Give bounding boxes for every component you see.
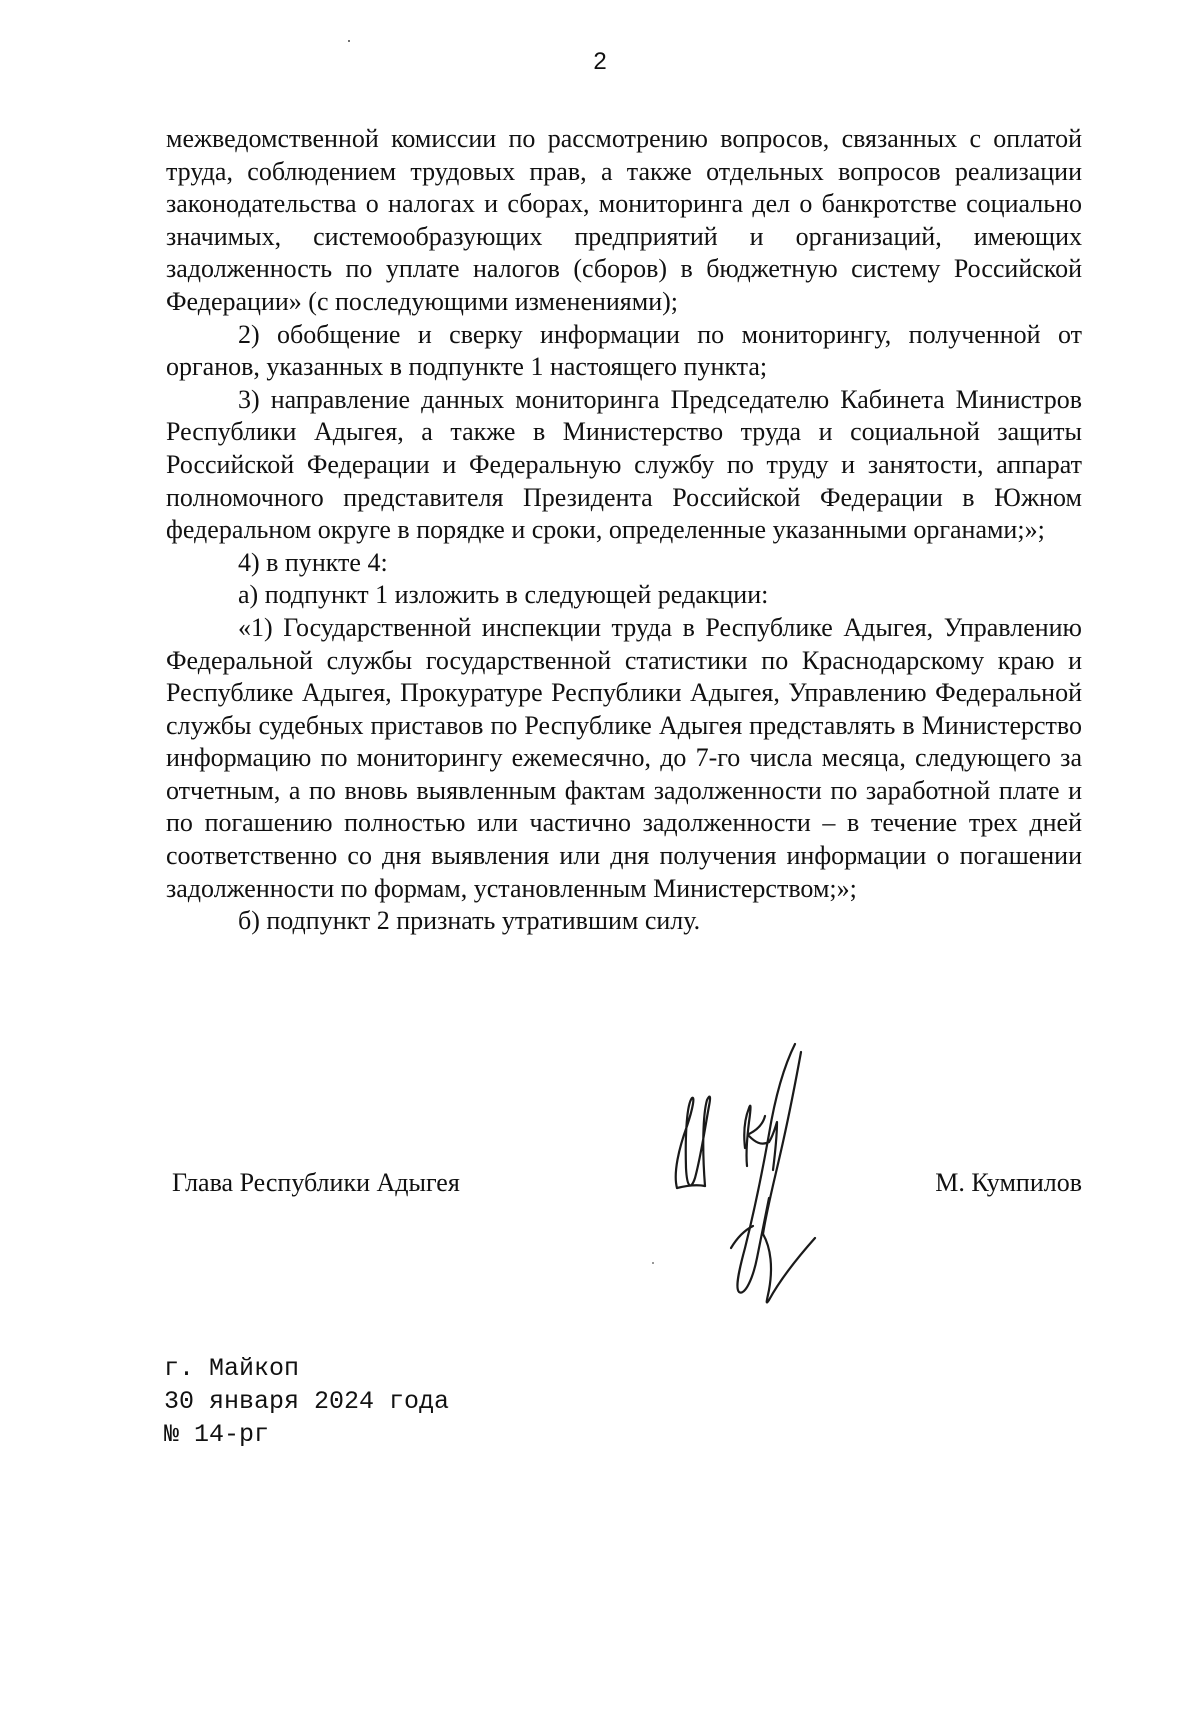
paragraph-item-4: 4) в пункте 4: [238, 547, 388, 577]
paragraph-item-3: 3) направление данных мониторинга Председателю Кабинета Министров Республики Адыгея, а также в Министерство труда и социальной защиты Российской Федерации и Федеральную службу по труду и занятости, аппарат полномочного представителя Президента Российской Федерации в Южном федеральном округе в порядке и сроки, определенные указанными органами;»; [166, 384, 1082, 545]
paragraph-continuation: межведомственной комиссии по рассмотрению вопросов, связанных с оплатой труда, соблюдением трудовых прав, а также отдельных вопросов реализации законодательства о налогах и сборах, мониторинга дел о банкротстве социально значимых, системообразующих предприятий и организаций, имеющих задолженность по уплате налогов (сборов) в бюджетную систему Российской Федерации» (с последующими изменениями); [166, 124, 1082, 316]
signature-row [166, 1168, 1082, 1208]
paragraph-subitem-a: а) подпункт 1 изложить в следующей редакции: [238, 580, 769, 610]
paragraph-item-2: 2) обобщение и сверку информации по мониторингу, полученной от органов, указанных в подпункте 1 настоящего пункта; [166, 319, 1082, 382]
paragraph-subitem-b: б) подпункт 2 признать утратившим силу. [238, 906, 701, 936]
scan-speck [652, 1262, 654, 1264]
signatory-name: М. Кумпилов [935, 1168, 1082, 1197]
scan-speck [348, 40, 350, 42]
document-footer [164, 1352, 449, 1451]
handwritten-signature-icon [665, 1038, 865, 1338]
signatory-title: Глава Республики Адыгея [172, 1168, 460, 1197]
document-body [166, 123, 1082, 938]
footer-number: № 14-рг [164, 1420, 270, 1449]
page-number: 2 [593, 48, 607, 75]
paragraph-quoted-text: «1) Государственной инспекции труда в Республике Адыгея, Управлению Федеральной службы государственной статистики по Краснодарскому краю и Республике Адыгея, Прокуратуре Республики Адыгея, Управлению Федеральной службы судебных приставов по Республике Адыгея представлять в Министерство информацию по мониторингу ежемесячно, до 7-го числа месяца, следующего за отчетным, а по вновь выявленным фактам задолженности по заработной плате и по погашению полностью или частично задолженности – в течение трех дней соответственно со дня выявления или дня получения информации о погашении задолженности по формам, установленным Министерством;»; [166, 612, 1082, 903]
footer-date: 30 января 2024 года [164, 1387, 450, 1416]
footer-city: г. Майкоп [164, 1354, 300, 1383]
